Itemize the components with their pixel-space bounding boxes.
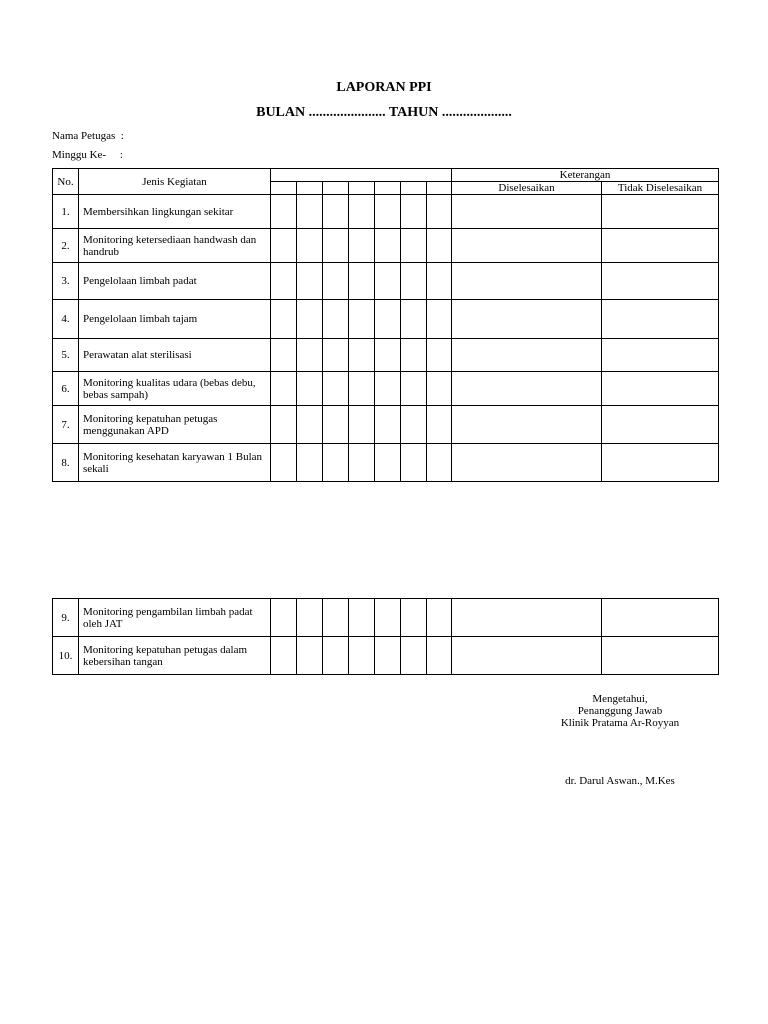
not-completed-cell[interactable] [602, 300, 719, 339]
table-row [53, 637, 719, 675]
activity-name: Monitoring ketersediaan handwash dan handrub [79, 229, 271, 263]
day-check-cell[interactable] [349, 599, 375, 637]
day-check-cell[interactable] [297, 300, 323, 339]
day-column-header [271, 182, 297, 195]
day-check-cell[interactable] [401, 637, 427, 675]
day-check-cell[interactable] [349, 372, 375, 406]
day-check-cell[interactable] [375, 229, 401, 263]
day-check-cell[interactable] [297, 229, 323, 263]
day-check-cell[interactable] [427, 339, 452, 372]
completed-cell[interactable] [452, 637, 602, 675]
day-check-cell[interactable] [401, 599, 427, 637]
day-check-cell[interactable] [401, 444, 427, 482]
not-completed-cell[interactable] [602, 637, 719, 675]
signatory-name: dr. Darul Aswan., M.Kes [565, 775, 675, 787]
day-check-cell[interactable] [401, 263, 427, 300]
day-check-cell[interactable] [323, 599, 349, 637]
column-header-no: No. [53, 169, 79, 195]
row-number: 9. [53, 599, 79, 637]
completed-cell[interactable] [452, 599, 602, 637]
day-check-cell[interactable] [349, 195, 375, 229]
row-number: 3. [53, 263, 79, 300]
day-check-cell[interactable] [349, 229, 375, 263]
completed-cell[interactable] [452, 195, 602, 229]
day-check-cell[interactable] [375, 372, 401, 406]
activity-name: Monitoring pengambilan limbah padat oleh JAT [79, 599, 271, 637]
report-title: LAPORAN PPI [336, 80, 432, 95]
activity-name: Pengelolaan limbah padat [79, 263, 271, 300]
day-column-header [401, 182, 427, 195]
column-header-keterangan: Keterangan [452, 169, 719, 182]
responsible-label: Penanggung Jawab [577, 705, 663, 717]
day-check-cell[interactable] [375, 195, 401, 229]
day-check-cell[interactable] [375, 599, 401, 637]
day-check-cell[interactable] [349, 637, 375, 675]
table-row [53, 406, 719, 444]
day-check-cell[interactable] [323, 444, 349, 482]
day-check-cell[interactable] [297, 406, 323, 444]
day-check-cell[interactable] [297, 637, 323, 675]
row-number: 10. [53, 637, 79, 675]
completed-cell[interactable] [452, 263, 602, 300]
table-row [53, 444, 719, 482]
day-check-cell[interactable] [349, 339, 375, 372]
day-check-cell[interactable] [401, 195, 427, 229]
not-completed-cell[interactable] [602, 263, 719, 300]
day-check-cell[interactable] [271, 229, 297, 263]
activity-name: Membersihkan lingkungan sekitar [79, 195, 271, 229]
not-completed-cell[interactable] [602, 372, 719, 406]
day-check-cell[interactable] [427, 372, 452, 406]
day-check-cell[interactable] [271, 372, 297, 406]
signature-block [540, 693, 700, 729]
not-completed-cell[interactable] [602, 339, 719, 372]
activity-name: Monitoring kepatuhan petugas dalam kebersihan tangan [79, 637, 271, 675]
activity-table [52, 168, 719, 482]
day-check-cell[interactable] [323, 372, 349, 406]
column-header-not-completed: Tidak Diselesaikan [602, 182, 719, 195]
not-completed-cell[interactable] [602, 229, 719, 263]
day-check-cell[interactable] [427, 637, 452, 675]
activity-name: Monitoring kesehatan karyawan 1 Bulan sekali [79, 444, 271, 482]
day-check-cell[interactable] [271, 195, 297, 229]
day-check-cell[interactable] [271, 637, 297, 675]
not-completed-cell[interactable] [602, 444, 719, 482]
day-check-cell[interactable] [349, 444, 375, 482]
day-check-cell[interactable] [271, 406, 297, 444]
day-check-cell[interactable] [271, 599, 297, 637]
day-check-cell[interactable] [323, 300, 349, 339]
table-row [53, 195, 719, 229]
day-check-cell[interactable] [271, 263, 297, 300]
day-check-cell[interactable] [271, 444, 297, 482]
row-number: 5. [53, 339, 79, 372]
report-period-line: BULAN ...................... TAHUN .................... [256, 105, 512, 120]
day-check-cell[interactable] [297, 444, 323, 482]
day-check-cell[interactable] [375, 339, 401, 372]
day-column-header [323, 182, 349, 195]
day-check-cell[interactable] [375, 637, 401, 675]
table-row [53, 300, 719, 339]
clinic-name: Klinik Pratama Ar-Royyan [560, 717, 680, 729]
day-check-cell[interactable] [349, 263, 375, 300]
officer-name-label: Nama Petugas : [52, 130, 124, 142]
day-check-cell[interactable] [297, 263, 323, 300]
completed-cell[interactable] [452, 300, 602, 339]
day-check-cell[interactable] [375, 444, 401, 482]
activity-name: Pengelolaan limbah tajam [79, 300, 271, 339]
column-header-completed: Diselesaikan [452, 182, 602, 195]
day-check-cell[interactable] [401, 229, 427, 263]
completed-cell[interactable] [452, 339, 602, 372]
not-completed-cell[interactable] [602, 195, 719, 229]
completed-cell[interactable] [452, 229, 602, 263]
day-column-header [297, 182, 323, 195]
day-check-cell[interactable] [297, 339, 323, 372]
day-check-cell[interactable] [401, 372, 427, 406]
day-check-cell[interactable] [427, 263, 452, 300]
day-check-cell[interactable] [427, 599, 452, 637]
row-number: 8. [53, 444, 79, 482]
table-row [53, 339, 719, 372]
completed-cell[interactable] [452, 372, 602, 406]
column-header-activity: Jenis Kegiatan [79, 169, 271, 195]
day-check-cell[interactable] [427, 444, 452, 482]
row-number: 6. [53, 372, 79, 406]
day-check-cell[interactable] [323, 339, 349, 372]
day-check-cell[interactable] [401, 300, 427, 339]
day-check-cell[interactable] [401, 406, 427, 444]
activity-table-continued [52, 598, 719, 675]
day-check-cell[interactable] [427, 229, 452, 263]
week-columns-header [271, 169, 452, 182]
completed-cell[interactable] [452, 406, 602, 444]
table-row [53, 599, 719, 637]
activity-name: Perawatan alat sterilisasi [79, 339, 271, 372]
day-check-cell[interactable] [427, 195, 452, 229]
day-check-cell[interactable] [297, 599, 323, 637]
day-check-cell[interactable] [297, 195, 323, 229]
activity-name: Monitoring kualitas udara (bebas debu, bebas sampah) [79, 372, 271, 406]
row-number: 2. [53, 229, 79, 263]
completed-cell[interactable] [452, 444, 602, 482]
day-check-cell[interactable] [375, 300, 401, 339]
table-row [53, 263, 719, 300]
day-column-header [349, 182, 375, 195]
not-completed-cell[interactable] [602, 599, 719, 637]
day-check-cell[interactable] [349, 300, 375, 339]
not-completed-cell[interactable] [602, 406, 719, 444]
week-label: Minggu Ke- : [52, 149, 123, 161]
row-number: 7. [53, 406, 79, 444]
day-check-cell[interactable] [375, 406, 401, 444]
activity-name: Monitoring kepatuhan petugas menggunakan APD [79, 406, 271, 444]
day-column-header [375, 182, 401, 195]
day-check-cell[interactable] [427, 406, 452, 444]
day-check-cell[interactable] [271, 339, 297, 372]
day-check-cell[interactable] [375, 263, 401, 300]
day-column-header [427, 182, 452, 195]
row-number: 4. [53, 300, 79, 339]
row-number: 1. [53, 195, 79, 229]
day-check-cell[interactable] [323, 229, 349, 263]
table-row [53, 372, 719, 406]
day-check-cell[interactable] [349, 406, 375, 444]
table-row [53, 229, 719, 263]
day-check-cell[interactable] [297, 372, 323, 406]
day-check-cell[interactable] [323, 637, 349, 675]
day-check-cell[interactable] [427, 300, 452, 339]
day-check-cell[interactable] [323, 195, 349, 229]
day-check-cell[interactable] [323, 263, 349, 300]
day-check-cell[interactable] [271, 300, 297, 339]
day-check-cell[interactable] [323, 406, 349, 444]
acknowledged-label: Mengetahui, [592, 693, 648, 705]
day-check-cell[interactable] [401, 339, 427, 372]
